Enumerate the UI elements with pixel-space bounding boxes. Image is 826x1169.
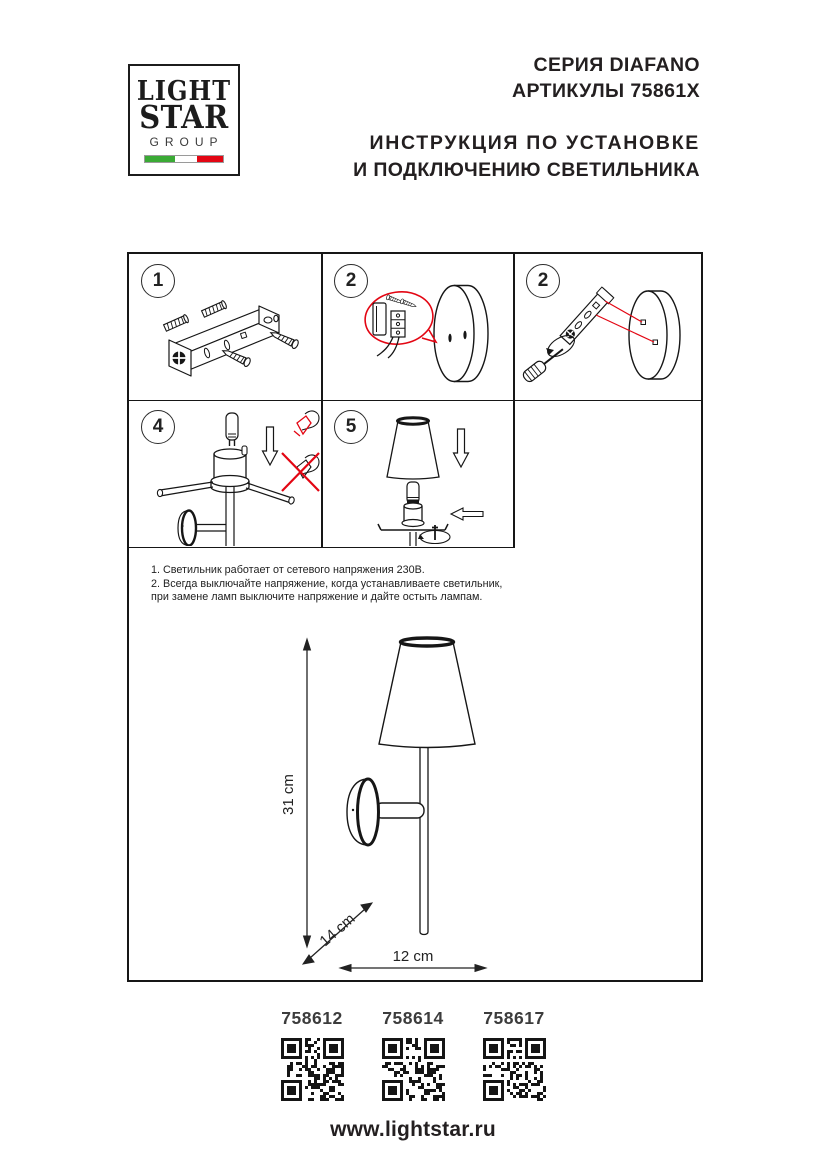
flag-red-segment [197,156,223,162]
step-1-badge: 1 [141,264,175,298]
lightstar-logo [128,64,240,176]
article-item [482,1008,546,1101]
flag-green-segment [145,156,175,162]
handling-dont-icon [282,453,319,491]
down-arrow-icon [263,427,278,465]
qr-code [382,1038,445,1101]
width-dimension-label: 12 cm [392,948,434,965]
instruction-title-line2: И ПОДКЛЮЧЕНИЮ СВЕТИЛЬНИКА [353,159,700,181]
article-item [280,1008,344,1101]
depth-dimension-label: 14 cm [316,910,359,951]
step-4-badge: 4 [141,410,175,444]
note-line-2: 2. Всегда выключайте напряжение, когда устанавливаете светильник, [151,577,503,590]
flag-white-segment [175,156,198,162]
instruction-frame [127,252,703,982]
logo-word-light: LIGHT [136,74,232,107]
italian-flag-bar [144,155,224,163]
round-canopy [434,286,488,382]
step-2-badge: 2 [334,264,368,298]
wiring-callout [362,288,437,358]
instruction-title [353,130,700,184]
instruction-title-line1: ИНСТРУКЦИЯ ПО УСТАНОВКЕ [369,132,700,154]
height-dimension-arrow [304,639,311,947]
qr-code [281,1038,344,1101]
logo-word-group: GROUP [149,135,224,149]
articles-title: АРТИКУЛЫ 75861Х [512,80,700,102]
phillips-bolt-icon [173,352,186,365]
article-code: 758612 [281,1008,343,1028]
safety-notes [151,564,502,605]
series-title: СЕРИЯ DIAFANO [533,54,700,76]
terminal-screw-icon [400,299,417,309]
bracket-diagonal [559,287,614,345]
lamp-stem [410,532,416,546]
step-5-badge: 5 [334,410,368,444]
red-cross-icon [282,453,319,491]
step-2b-badge: 2 [526,264,560,298]
note-line-1: 1. Светильник работает от сетевого напряжения 230В. [151,564,425,576]
height-dimension-label: 31 cm [280,774,297,815]
left-arrow-icon [451,508,483,520]
wall-anchor-icon [201,300,227,318]
bulb-and-socket [402,482,424,527]
lamp-shade [387,418,439,479]
article-code: 758617 [483,1008,545,1028]
width-dimension-arrow [340,965,486,972]
header [353,52,700,184]
lamp-stem [226,487,234,546]
wall-lamp-drawing [347,638,475,935]
note-line-3: при замене ламп выключите напряжение и дайте остыть лампам. [151,591,483,603]
grid-divider-horizontal-2 [129,547,515,549]
down-arrow-icon [454,429,469,467]
article-item [381,1008,445,1101]
wall-plate-side [178,511,226,546]
logo-word-star: STAR [139,98,229,136]
tighten-rotation-icon [418,525,450,544]
halogen-bulb [226,413,238,446]
lamp-body [211,446,249,493]
article-list [0,1008,826,1101]
website-url: www.lightstar.ru [330,1118,496,1141]
article-code: 758614 [382,1008,444,1028]
wall-anchor-icon [163,314,189,332]
dimension-diagram [269,632,499,977]
qr-code [483,1038,546,1101]
handling-do-icon [294,411,319,436]
round-canopy [629,291,680,379]
